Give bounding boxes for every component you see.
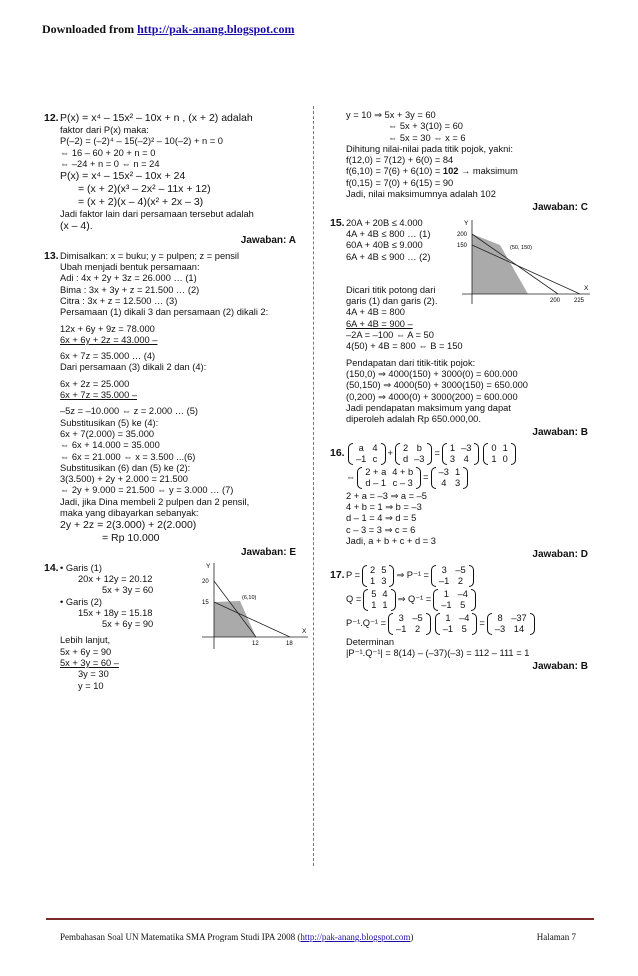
column-divider [313,106,314,866]
download-banner-link[interactable]: http://pak-anang.blogspot.com [137,22,295,36]
problem-15 [330,218,598,439]
text-line: = Rp 10.000 [102,532,160,545]
text-line: 6A + 4B = 900 – [346,318,413,329]
footer [60,932,576,942]
download-banner [42,22,295,37]
text-line: diperoleh adalah Rp 650.000,00. [346,414,481,425]
feasible-region [472,234,528,294]
matrix-product: 8 –37 –3 14 [487,613,535,635]
text-line: 3y = 30 [78,669,109,680]
matrix-label: ⇒ P⁻¹ = [396,569,429,580]
text-line: Dicari titik potong dari [346,284,436,295]
x-tick-label: 12 [252,640,259,647]
x-tick-label: 200 [550,297,561,304]
text-line: ⇔ 6x + 14.000 = 35.000 [60,440,160,451]
problem-number: 12. [44,112,59,124]
y-axis-label: Y [206,562,211,570]
text-line: Dimisalkan: x = buku; y = pulpen; z = pensil [60,250,240,261]
text-line: Jadi pendapatan maksimum yang dapat [346,402,511,413]
matrix: 2 b d –3 [395,443,433,465]
text-line: • Garis (2) [60,596,102,607]
text-line: (x – 4). [60,220,93,233]
text-line: • Garis (1) [60,562,102,573]
left-column [44,112,306,692]
text-line: Jadi faktor lain dari persamaan tersebut adalah [60,209,254,220]
text-line: 5x + 3y = 60 [102,585,154,596]
matrix-label: P = [346,569,361,580]
matrix-label: P⁻¹.Q⁻¹ = [346,617,387,628]
text-line: 5x + 3y = 60 – [60,657,119,668]
text-line: P(x) = x⁴ – 15x² – 10x + n , (x + 2) adalah [60,112,253,124]
footer-text: Pembahasan Soal UN Matematika SMA Program Studi IPA 2008 ( [60,932,301,942]
text-line: 5x + 6y = 90 [60,646,112,657]
text-line: ⇔ 6x = 21.000 ⇔ x = 3.500 ...(6) [60,451,196,462]
text-line: 20A + 20B ≤ 4.000 [346,217,423,228]
right-column [330,110,598,676]
text-line: ⇔ 5x + 3(10) = 60 [388,121,463,132]
footer-text: ) [410,932,414,942]
text-line: 6x + 7(2.000) = 35.000 [60,428,155,439]
graph-problem-14 [192,559,310,651]
text-line: = (x + 2)(x – 4)(x² + 2x – 3) [78,196,204,209]
problem-number: 15. [330,216,345,229]
problem-14 [44,563,306,692]
answer-label: Jawaban: B [532,427,588,439]
problem-14-continued [330,110,598,214]
text-line: y = 10 ⇒ 5x + 3y = 60 [346,110,436,120]
text-line: faktor dari P(x) maka: [60,125,149,135]
x-axis-label: X [302,627,307,635]
problem-number: 14. [44,561,59,574]
answer-label: Jawaban: A [240,235,296,247]
problem-number: 17. [330,568,345,581]
problem-17 [330,565,598,673]
operator: ⇔ [346,472,356,483]
x-tick-label: 225 [574,297,585,304]
text-line: y = 10 [78,680,104,691]
text-line: (0,200) ⇒ 4000(0) + 3000(200) = 600.000 [346,391,518,402]
text-part: → maksimum [458,166,518,177]
text-line: 20x + 12y = 20.12 [78,573,153,584]
text-line: garis (1) dan garis (2). [346,296,438,307]
text-line: Dari persamaan (3) dikali 2 dan (4): [60,362,207,373]
text-line: d – 1 = 4 ⇒ d = 5 [346,513,417,524]
determinant-line: |P⁻¹.Q⁻¹| = 8(14) – (–37)(–3) = 112 – 111 = 1 [346,647,530,658]
text-line: 15x + 18y = 15.18 [78,607,153,618]
text-line: 6A + 4B ≤ 900 … (2) [346,251,431,262]
operator: + [387,448,393,459]
text-line: 2 + a = –3 ⇒ a = –5 [346,490,427,501]
text-line: 6x + 7z = 35.000 – [60,390,138,401]
footer-link[interactable]: http://pak-anang.blogspot.com [300,932,411,942]
text-line: ⇔ 5x = 30 ⇔ x = 6 [388,132,466,143]
answer-label: Jawaban: E [240,547,296,559]
footer-left [60,932,413,942]
text-line: ⇔ –24 + n = 0 ⇔ n = 24 [60,158,160,169]
text-line: Citra : 3x + z = 12.500 … (3) [60,295,178,306]
point-label: (6,10) [242,594,257,601]
text-line: maka yang dibayarkan sebanyak: [60,508,199,519]
matrix: 1 –3 3 4 [442,443,480,465]
answer-label: Jawaban: D [532,549,588,561]
matrix-p-inverse: 3 –5 –1 2 [431,565,474,587]
text-line: –5z = –10.000 ⇔ z = 2.000 … (5) [60,406,198,417]
text-line: Dihitung nilai-nilai pada titik pojok, yakni: [346,143,513,154]
x-tick-label: 18 [286,640,293,647]
matrix-p: 2 5 1 3 [362,565,394,587]
text-line: 5x + 6y = 90 [102,619,154,630]
text-line: 4A + 4B ≤ 800 … (1) [346,228,431,239]
y-tick-label: 20 [202,578,209,585]
matrix-q-inverse: 1 –4 –1 5 [435,613,478,635]
matrix-p-inverse: 3 –5 –1 2 [388,613,431,635]
text-line: (50,150) ⇒ 4000(50) + 3000(150) = 650.000 [346,380,528,391]
y-tick-label: 150 [457,242,468,249]
text-line: Substitusikan (5) ke (4): [60,417,159,428]
max-value: 102 [442,166,459,177]
problem-16 [330,443,598,561]
text-part: f(6,10) = 7(6) + 6(10) = [346,166,443,177]
problem-13 [44,251,306,559]
text-line: 12x + 6y + 9z = 78.000 [60,323,155,334]
y-tick-label: 15 [202,599,209,606]
matrix-label: ⇒ Q⁻¹ = [397,593,432,604]
feasible-region [214,601,256,637]
text-line: Substitusikan (6) dan (5) ke (2): [60,462,191,473]
text-line: 4 + b = 1 ⇒ b = –3 [346,502,422,513]
matrix: a 4 –1 c [348,443,386,465]
text-line [330,166,598,177]
text-line: P(x) = x⁴ – 15x² – 10x + 24 [60,170,186,183]
footer-rule [46,918,594,920]
text-line: (150,0) ⇒ 4000(150) + 3000(0) = 600.000 [346,368,518,379]
operator: = [479,617,485,628]
text-line: Bima : 3x + 3y + z = 21.500 … (2) [60,284,200,295]
text-line: Jadi, a + b + c + d = 3 [346,535,436,546]
matrix: 2 + a 4 + b d – 1 c – 3 [357,467,421,489]
text-line: Jadi, jika Dina membeli 2 pulpen dan 2 pensil, [60,496,250,507]
operator: = [423,472,429,483]
x-axis-label: X [584,284,589,292]
text-line: c – 3 = 3 ⇒ c = 6 [346,524,416,535]
matrix: –3 1 4 3 [431,467,469,489]
matrix-q: 5 4 1 1 [363,589,395,611]
matrix-label: Q = [346,593,362,604]
text-line: Adi : 4x + 2y + 3z = 26.000 … (1) [60,273,197,284]
operator: = [434,448,440,459]
matrix-q-inverse: 1 –4 –1 5 [433,589,476,611]
page-number: Halaman 7 [536,932,576,942]
text-line: 4(50) + 4B = 800 ⇔ B = 150 [346,341,463,352]
text-line: 6x + 7z = 35.000 … (4) [60,351,156,362]
text-line: f(0,15) = 7(0) + 6(15) = 90 [346,177,454,188]
text-line: 6x + 2z = 25.000 [60,378,130,389]
graph-problem-15 [454,216,594,306]
y-axis-label: Y [464,219,469,227]
text-line: Pendapatan dari titik-titik pojok: [346,357,476,368]
text-line: 2y + 2z = 2(3.000) + 2(2.000) [60,519,197,532]
text-line: Lebih lanjut, [60,635,111,646]
text-line: 4A + 4B = 800 [346,307,405,318]
text-line: Determinan [346,636,395,647]
text-line: Ubah menjadi bentuk persamaan: [60,262,200,273]
problem-12 [44,112,306,247]
matrix: 0 1 1 0 [483,443,515,465]
y-tick-label: 200 [457,231,468,238]
text-line: 60A + 40B ≤ 9.000 [346,240,423,251]
text-line: –2A = –100 ⇔ A = 50 [346,330,434,341]
text-line: ⇔ 2y + 9.000 = 21.500 ⇔ y = 3.000 … (7) [60,485,234,496]
point-label: (50, 150) [510,244,533,251]
text-line: = (x + 2)(x³ – 2x² – 11x + 12) [78,183,211,196]
text-line: P(–2) = (–2)⁴ – 15(–2)² – 10(–2) + n = 0 [60,136,223,147]
text-line: Persamaan (1) dikali 3 dan persamaan (2) dikali 2: [60,307,269,318]
download-banner-prefix: Downloaded from [42,22,138,36]
text-line: 6x + 6y + 2z = 43.000 – [60,334,158,345]
problem-number: 16. [330,447,345,460]
text-line: ⇔ 16 – 60 + 20 + n = 0 [60,147,156,158]
answer-label: Jawaban: B [532,661,588,673]
text-line: Jadi, nilai maksimumnya adalah 102 [346,189,496,200]
answer-label: Jawaban: C [532,202,588,214]
problem-number: 13. [44,249,59,262]
text-line: 3(3.500) + 2y + 2.000 = 21.500 [60,474,188,485]
text-line: f(12,0) = 7(12) + 6(0) = 84 [346,155,454,166]
